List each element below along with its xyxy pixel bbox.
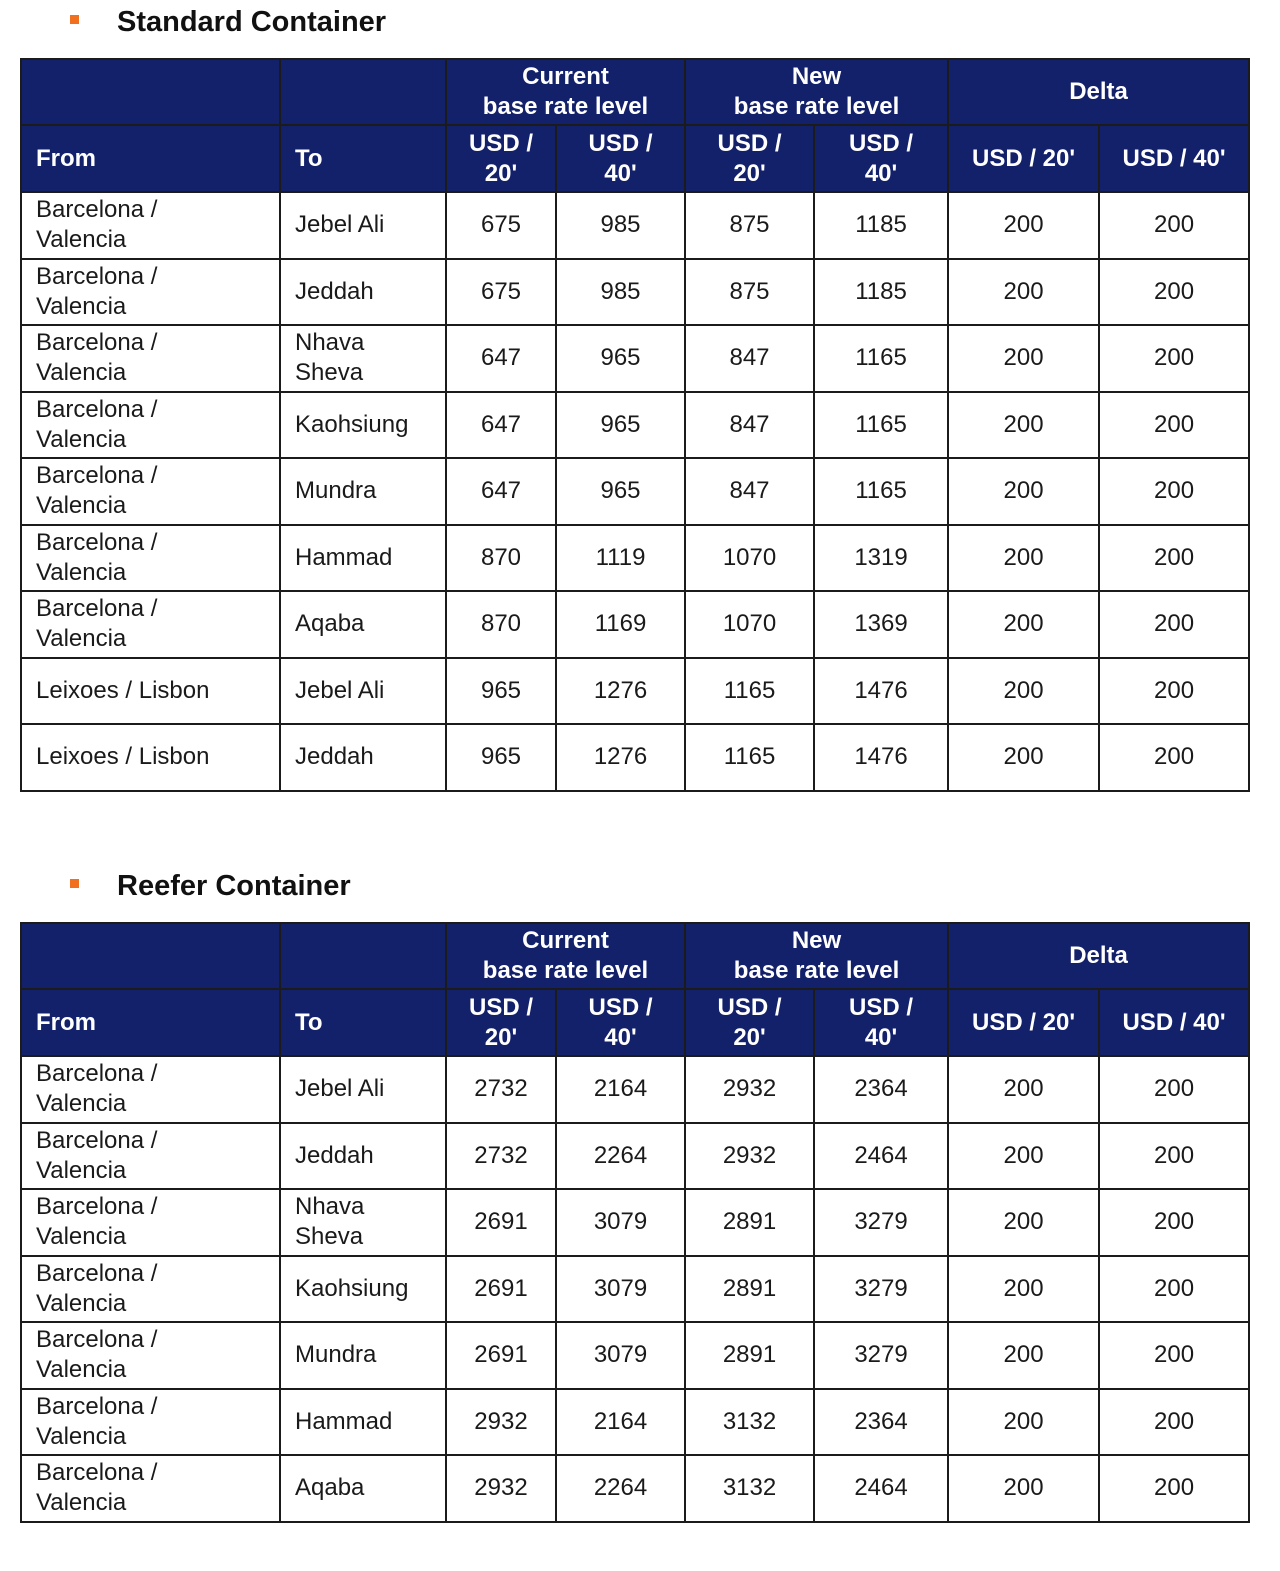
header-new-usd-40: USD / 40' [814, 989, 948, 1056]
new-usd-20-cell: 1070 [685, 591, 814, 658]
to-cell: Jebel Ali [280, 192, 446, 259]
from-cell: Barcelona / Valencia [21, 192, 280, 259]
header-new-usd-20: USD / 20' [685, 125, 814, 192]
table-row [21, 1256, 1249, 1323]
current-usd-40-cell: 1169 [556, 591, 685, 658]
delta-usd-20-cell: 200 [948, 392, 1099, 459]
delta-usd-20-cell: 200 [948, 458, 1099, 525]
current-usd-20-cell: 675 [446, 259, 556, 326]
new-usd-20-cell: 3132 [685, 1455, 814, 1522]
from-cell: Barcelona / Valencia [21, 1056, 280, 1123]
header-from: From [21, 125, 280, 192]
delta-usd-40-cell: 200 [1099, 1256, 1249, 1323]
header-new-base-rate: New base rate level [685, 59, 948, 125]
current-usd-20-cell: 870 [446, 591, 556, 658]
new-usd-40-cell: 1369 [814, 591, 948, 658]
header-delta-usd-20: USD / 20' [948, 989, 1099, 1056]
new-usd-40-cell: 1165 [814, 325, 948, 392]
header-empty [280, 923, 446, 989]
new-usd-20-cell: 875 [685, 259, 814, 326]
delta-usd-40-cell: 200 [1099, 591, 1249, 658]
standard-section-heading [70, 2, 386, 42]
header-delta: Delta [948, 923, 1249, 989]
from-cell: Barcelona / Valencia [21, 1389, 280, 1456]
current-usd-40-cell: 2164 [556, 1389, 685, 1456]
table-row [21, 192, 1249, 259]
header-empty [21, 59, 280, 125]
delta-usd-40-cell: 200 [1099, 1322, 1249, 1389]
header-row-groups [21, 59, 1249, 125]
new-usd-20-cell: 2932 [685, 1123, 814, 1190]
to-cell: Mundra [280, 1322, 446, 1389]
to-cell: Jebel Ali [280, 1056, 446, 1123]
new-usd-40-cell: 2364 [814, 1389, 948, 1456]
delta-usd-40-cell: 200 [1099, 1389, 1249, 1456]
section-title: Reefer Container [117, 869, 351, 902]
table-row [21, 724, 1249, 791]
new-usd-20-cell: 1070 [685, 525, 814, 592]
current-usd-40-cell: 1119 [556, 525, 685, 592]
delta-usd-40-cell: 200 [1099, 392, 1249, 459]
delta-usd-20-cell: 200 [948, 1256, 1099, 1323]
delta-usd-40-cell: 200 [1099, 658, 1249, 725]
current-usd-40-cell: 1276 [556, 658, 685, 725]
to-cell: Mundra [280, 458, 446, 525]
new-usd-40-cell: 3279 [814, 1256, 948, 1323]
delta-usd-40-cell: 200 [1099, 1123, 1249, 1190]
current-usd-40-cell: 965 [556, 392, 685, 459]
current-usd-20-cell: 2691 [446, 1256, 556, 1323]
delta-usd-20-cell: 200 [948, 325, 1099, 392]
current-usd-20-cell: 647 [446, 458, 556, 525]
header-current-usd-20: USD / 20' [446, 125, 556, 192]
from-cell: Barcelona / Valencia [21, 525, 280, 592]
header-row-units [21, 125, 1249, 192]
from-cell: Barcelona / Valencia [21, 1123, 280, 1190]
current-usd-40-cell: 2164 [556, 1056, 685, 1123]
table-row [21, 1189, 1249, 1256]
delta-usd-20-cell: 200 [948, 658, 1099, 725]
current-usd-40-cell: 965 [556, 325, 685, 392]
to-cell: Jeddah [280, 1123, 446, 1190]
delta-usd-20-cell: 200 [948, 192, 1099, 259]
new-usd-40-cell: 1476 [814, 658, 948, 725]
current-usd-40-cell: 965 [556, 458, 685, 525]
current-usd-20-cell: 2932 [446, 1455, 556, 1522]
table-row [21, 458, 1249, 525]
to-cell: Jebel Ali [280, 658, 446, 725]
to-cell: Kaohsiung [280, 392, 446, 459]
delta-usd-40-cell: 200 [1099, 1455, 1249, 1522]
delta-usd-40-cell: 200 [1099, 259, 1249, 326]
delta-usd-20-cell: 200 [948, 1056, 1099, 1123]
table-row [21, 259, 1249, 326]
section-title: Standard Container [117, 5, 387, 38]
current-usd-20-cell: 675 [446, 192, 556, 259]
from-cell: Barcelona / Valencia [21, 325, 280, 392]
table-row [21, 1389, 1249, 1456]
current-usd-40-cell: 2264 [556, 1455, 685, 1522]
current-usd-20-cell: 647 [446, 325, 556, 392]
new-usd-20-cell: 1165 [685, 724, 814, 791]
header-current-usd-40: USD / 40' [556, 989, 685, 1056]
delta-usd-20-cell: 200 [948, 1455, 1099, 1522]
new-usd-40-cell: 2364 [814, 1056, 948, 1123]
new-usd-40-cell: 1165 [814, 392, 948, 459]
new-usd-20-cell: 2932 [685, 1056, 814, 1123]
current-usd-40-cell: 3079 [556, 1256, 685, 1323]
new-usd-40-cell: 2464 [814, 1123, 948, 1190]
header-to: To [280, 125, 446, 192]
header-delta: Delta [948, 59, 1249, 125]
header-to: To [280, 989, 446, 1056]
table-row [21, 1322, 1249, 1389]
delta-usd-20-cell: 200 [948, 724, 1099, 791]
current-usd-20-cell: 2732 [446, 1056, 556, 1123]
to-cell: Nhava Sheva [280, 325, 446, 392]
from-cell: Barcelona / Valencia [21, 1189, 280, 1256]
from-cell: Leixoes / Lisbon [21, 724, 280, 791]
new-usd-20-cell: 2891 [685, 1256, 814, 1323]
delta-usd-40-cell: 200 [1099, 724, 1249, 791]
current-usd-40-cell: 985 [556, 259, 685, 326]
to-cell: Hammad [280, 525, 446, 592]
new-usd-40-cell: 1185 [814, 259, 948, 326]
header-current-base-rate: Current base rate level [446, 59, 685, 125]
delta-usd-40-cell: 200 [1099, 458, 1249, 525]
from-cell: Barcelona / Valencia [21, 1322, 280, 1389]
new-usd-40-cell: 1165 [814, 458, 948, 525]
current-usd-40-cell: 3079 [556, 1189, 685, 1256]
to-cell: Kaohsiung [280, 1256, 446, 1323]
bullet-icon [70, 879, 79, 888]
current-usd-40-cell: 985 [556, 192, 685, 259]
header-new-base-rate: New base rate level [685, 923, 948, 989]
from-cell: Barcelona / Valencia [21, 1256, 280, 1323]
new-usd-20-cell: 1165 [685, 658, 814, 725]
reefer-rate-table [20, 922, 1250, 1523]
header-new-usd-40: USD / 40' [814, 125, 948, 192]
from-cell: Barcelona / Valencia [21, 392, 280, 459]
new-usd-20-cell: 2891 [685, 1189, 814, 1256]
delta-usd-20-cell: 200 [948, 591, 1099, 658]
current-usd-40-cell: 2264 [556, 1123, 685, 1190]
to-cell: Aqaba [280, 591, 446, 658]
delta-usd-20-cell: 200 [948, 525, 1099, 592]
table-row [21, 1056, 1249, 1123]
delta-usd-20-cell: 200 [948, 1322, 1099, 1389]
header-current-base-rate: Current base rate level [446, 923, 685, 989]
new-usd-20-cell: 847 [685, 325, 814, 392]
delta-usd-40-cell: 200 [1099, 1189, 1249, 1256]
header-current-usd-40: USD / 40' [556, 125, 685, 192]
to-cell: Jeddah [280, 259, 446, 326]
table-row [21, 325, 1249, 392]
new-usd-40-cell: 1476 [814, 724, 948, 791]
new-usd-20-cell: 847 [685, 458, 814, 525]
current-usd-20-cell: 2932 [446, 1389, 556, 1456]
header-empty [21, 923, 280, 989]
new-usd-40-cell: 2464 [814, 1455, 948, 1522]
to-cell: Jeddah [280, 724, 446, 791]
delta-usd-40-cell: 200 [1099, 325, 1249, 392]
delta-usd-40-cell: 200 [1099, 192, 1249, 259]
delta-usd-40-cell: 200 [1099, 525, 1249, 592]
delta-usd-20-cell: 200 [948, 1189, 1099, 1256]
current-usd-20-cell: 965 [446, 658, 556, 725]
header-row-units [21, 989, 1249, 1056]
new-usd-40-cell: 3279 [814, 1189, 948, 1256]
delta-usd-40-cell: 200 [1099, 1056, 1249, 1123]
table-row [21, 658, 1249, 725]
table-row [21, 525, 1249, 592]
current-usd-20-cell: 2691 [446, 1322, 556, 1389]
from-cell: Barcelona / Valencia [21, 1455, 280, 1522]
header-empty [280, 59, 446, 125]
new-usd-20-cell: 3132 [685, 1389, 814, 1456]
header-delta-usd-40: USD / 40' [1099, 125, 1249, 192]
table-row [21, 591, 1249, 658]
current-usd-20-cell: 2732 [446, 1123, 556, 1190]
new-usd-40-cell: 3279 [814, 1322, 948, 1389]
current-usd-40-cell: 3079 [556, 1322, 685, 1389]
new-usd-20-cell: 847 [685, 392, 814, 459]
current-usd-40-cell: 1276 [556, 724, 685, 791]
from-cell: Leixoes / Lisbon [21, 658, 280, 725]
current-usd-20-cell: 965 [446, 724, 556, 791]
delta-usd-20-cell: 200 [948, 1389, 1099, 1456]
delta-usd-20-cell: 200 [948, 1123, 1099, 1190]
table-row [21, 1123, 1249, 1190]
current-usd-20-cell: 870 [446, 525, 556, 592]
new-usd-40-cell: 1185 [814, 192, 948, 259]
header-current-usd-20: USD / 20' [446, 989, 556, 1056]
delta-usd-20-cell: 200 [948, 259, 1099, 326]
new-usd-40-cell: 1319 [814, 525, 948, 592]
to-cell: Aqaba [280, 1455, 446, 1522]
new-usd-20-cell: 2891 [685, 1322, 814, 1389]
header-from: From [21, 989, 280, 1056]
table-row [21, 1455, 1249, 1522]
to-cell: Hammad [280, 1389, 446, 1456]
reefer-section-heading [70, 866, 351, 906]
new-usd-20-cell: 875 [685, 192, 814, 259]
from-cell: Barcelona / Valencia [21, 591, 280, 658]
bullet-icon [70, 15, 79, 24]
header-delta-usd-20: USD / 20' [948, 125, 1099, 192]
header-delta-usd-40: USD / 40' [1099, 989, 1249, 1056]
current-usd-20-cell: 647 [446, 392, 556, 459]
standard-rate-table [20, 58, 1250, 792]
from-cell: Barcelona / Valencia [21, 259, 280, 326]
table-row [21, 392, 1249, 459]
from-cell: Barcelona / Valencia [21, 458, 280, 525]
header-new-usd-20: USD / 20' [685, 989, 814, 1056]
to-cell: Nhava Sheva [280, 1189, 446, 1256]
current-usd-20-cell: 2691 [446, 1189, 556, 1256]
header-row-groups [21, 923, 1249, 989]
